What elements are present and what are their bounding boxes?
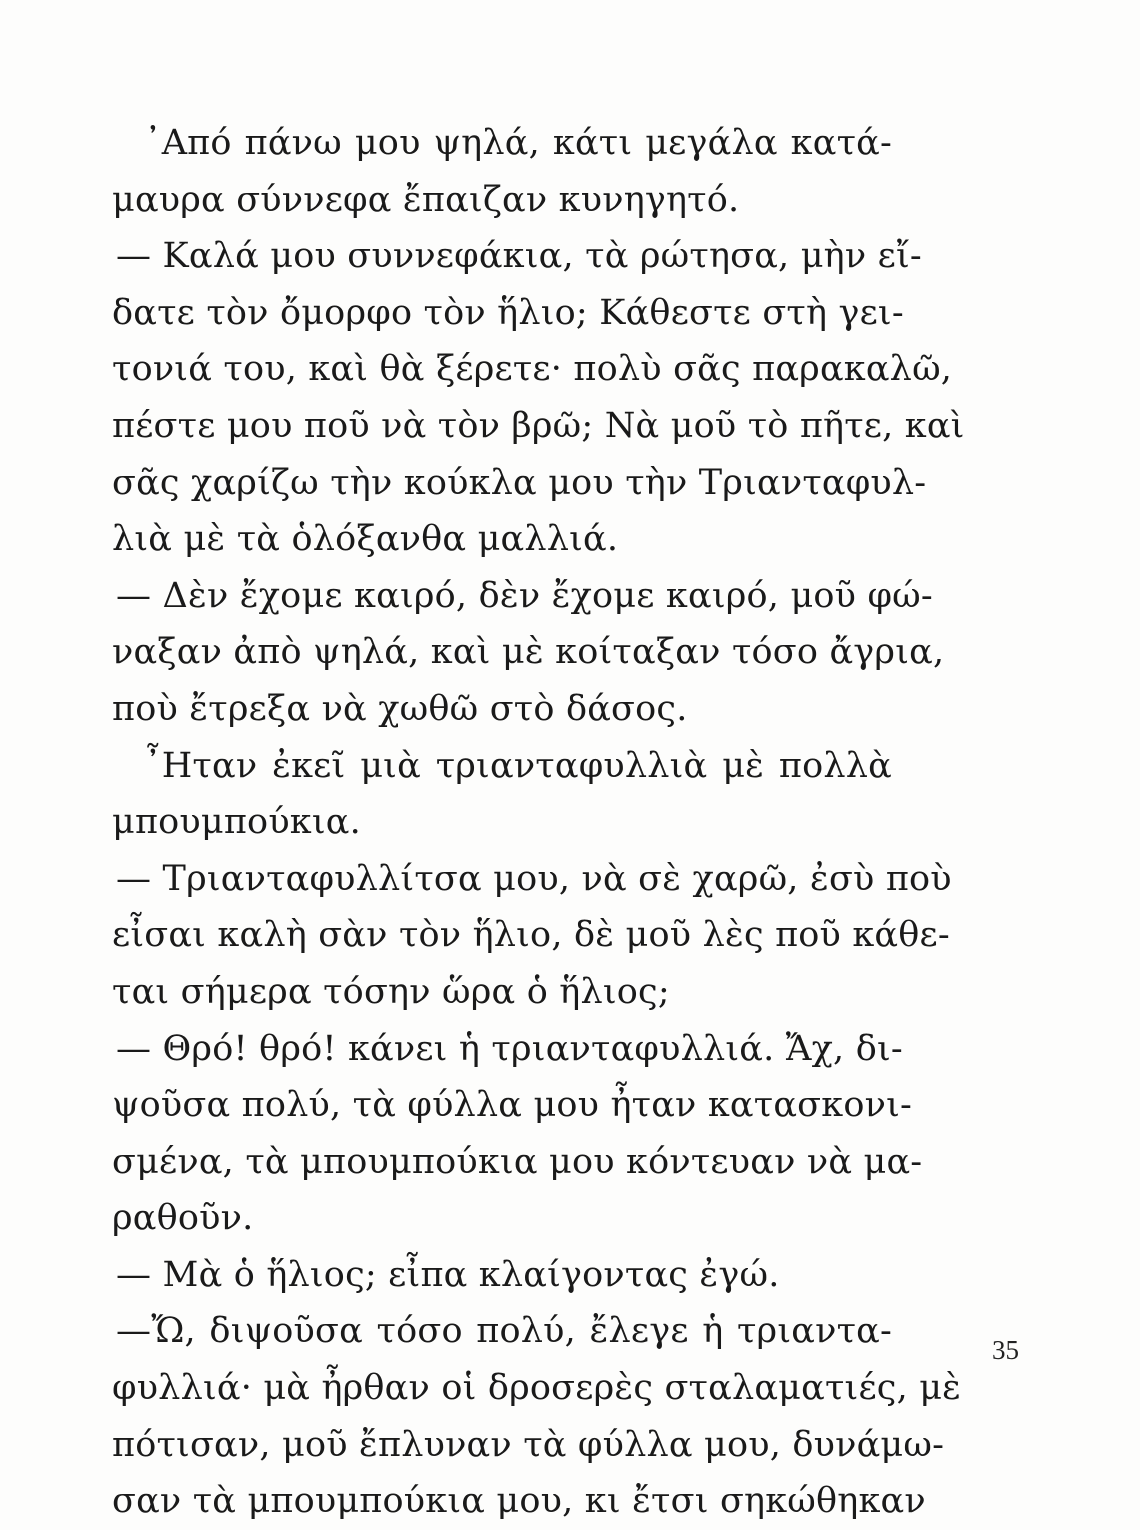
text-line: — Μὰ ὁ ἥλιος; εἶπα κλαίγοντας ἐγώ. bbox=[116, 1254, 780, 1295]
text-line: πότισαν, μοῦ ἔπλυναν τὰ φύλλα μου, δυνάμω- bbox=[112, 1424, 945, 1465]
text-line: ναξαν ἀπὸ ψηλά, καὶ μὲ κοίταξαν τόσο ἄγρια, bbox=[112, 632, 945, 673]
page-number: 35 bbox=[992, 1335, 1019, 1365]
text-line: τονιά του, καὶ θὰ ξέρετε· πολὺ σᾶς παρακαλῶ, bbox=[112, 349, 953, 390]
text-line: σᾶς χαρίζω τὴν κούκλα μου τὴν Τριανταφυλ- bbox=[112, 462, 927, 503]
text-line: ται σήμερα τόσην ὥρα ὁ ἥλιος; bbox=[112, 971, 670, 1012]
text-line: ραθοῦν. bbox=[112, 1198, 254, 1239]
text-line: ᾿Από πάνω μου ψηλά, κάτι μεγάλα κατά- bbox=[144, 123, 892, 163]
text-line: σμένα, τὰ μπουμπούκια μου κόντευαν νὰ μα- bbox=[112, 1141, 923, 1182]
text-line: — Δὲν ἔχομε καιρό, δὲν ἔχομε καιρό, μοῦ φώ- bbox=[116, 575, 933, 616]
text-line: ποὺ ἔτρεξα νὰ χωθῶ στὸ δάσος. bbox=[112, 688, 688, 729]
text-line: — Θρό! θρό! κάνει ἡ τριανταφυλλιά. Ἄχ, δι- bbox=[116, 1028, 903, 1069]
text-line: εἶσαι καλὴ σὰν τὸν ἥλιο, δὲ μοῦ λὲς ποῦ κάθε- bbox=[112, 915, 950, 956]
text-line: —Ὤ, διψοῦσα τόσο πολύ, ἔλεγε ἡ τριαντα- bbox=[116, 1311, 892, 1352]
text-line: ῏Ηταν ἐκεῖ μιὰ τριανταφυλλιὰ μὲ πολλὰ bbox=[144, 745, 892, 786]
text-line: πέστε μου ποῦ νὰ τὸν βρῶ; Νὰ μοῦ τὸ πῆτε, καὶ bbox=[112, 405, 965, 446]
text-line: ψοῦσα πολύ, τὰ φύλλα μου ἦταν κατασκονι- bbox=[112, 1085, 913, 1126]
text-line: — Τριανταφυλλίτσα μου, νὰ σὲ χαρῶ, ἐσὺ ποὺ bbox=[116, 858, 952, 899]
text-line: φυλλιά· μὰ ἦρθαν οἱ δροσερὲς σταλαματιές, μὲ bbox=[112, 1368, 962, 1409]
text-line: λιὰ μὲ τὰ ὁλόξανθα μαλλιά. bbox=[112, 519, 619, 560]
text-line: μαυρα σύννεφα ἔπαιζαν κυνηγητό. bbox=[112, 179, 740, 220]
text-line: μπουμπούκια. bbox=[112, 802, 361, 843]
text-line: — Καλά μου συννεφάκια, τὰ ρώτησα, μὴν εἴ- bbox=[116, 236, 922, 277]
text-line: σαν τὰ μπουμπούκια μου, κι ἔτσι σηκώθηκαν bbox=[112, 1481, 926, 1522]
text-line: δατε τὸν ὄμορφο τὸν ἥλιο; Κάθεστε στὴ γει- bbox=[112, 292, 904, 333]
body-text bbox=[112, 115, 965, 1530]
